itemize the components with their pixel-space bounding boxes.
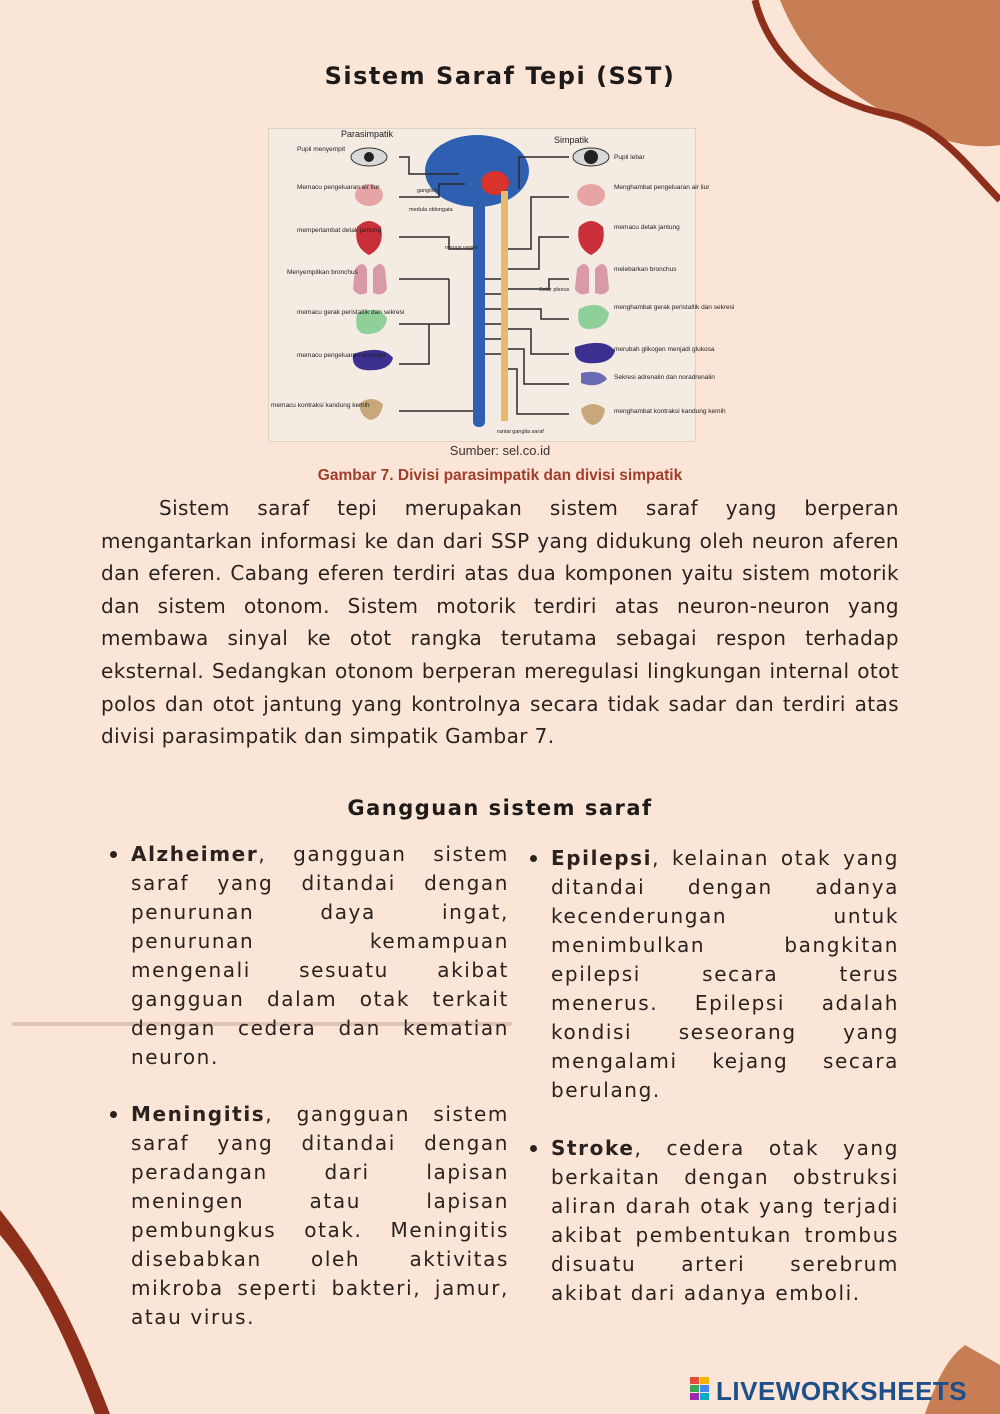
left-label: Menyempitkan bronchus [287, 269, 358, 276]
right-label: Sekresi adrenalin dan noradrenalin [614, 374, 715, 381]
left-label: memacu pengeluaran empedu [297, 352, 386, 359]
term-stroke: Stroke [551, 1136, 635, 1160]
liver-icon [575, 343, 615, 363]
adrenal-icon [581, 372, 607, 385]
bullet-dot [110, 1111, 117, 1118]
lungs-icon [575, 264, 609, 294]
spinal-cord [473, 199, 485, 427]
desc-alzheimer: , gangguan sistem saraf yang ditandai dengan penurunan daya ingat, penurunan kemampuan mengenali sesuatu akibat gangguan dalam otak terkait dengan cedera dan kematian neuron. [131, 842, 509, 1069]
term-meningitis: Meningitis [131, 1102, 266, 1126]
lungs-icon [353, 264, 387, 294]
parasimpatik-heading: Parasimpatik [341, 129, 394, 139]
term-alzheimer: Alzheimer [131, 842, 259, 866]
figure-caption: Gambar 7. Divisi parasimpatik dan divisi simpatik [317, 467, 683, 484]
desc-meningitis: , gangguan sistem saraf yang ditandai dengan peradangan dari lapisan meningen atau lapisan pembungkus otak. Meningitis disebabkan oleh aktivitas mikroba seperti bakteri, jamur, atau virus. [131, 1102, 509, 1329]
body-paragraph: Sistem saraf tepi merupakan sistem saraf yang berperan mengantarkan informasi ke dan dari SSP yang didukung oleh neuron aferen dan eferen. Cabang eferen terdiri atas dua komponen yaitu sistem motorik dan sistem otonom. Sistem motorik terdiri atas neuron-neuron yang membawa sinyal ke otot rangka terutama sebagai respon terhadap eksternal. Sedangkan otonom berperan meregulasi lingkungan internal otot polos dan otot jantung yang kontrolnya secara tidak sadar dan terdiri atas divisi parasimpatik dan simpatik Gambar 7. [101, 496, 899, 749]
right-label: Pupil lebar [614, 154, 645, 161]
desc-stroke: , cedera otak yang berkaitan dengan obstruksi aliran darah otak yang terjadi akibat pembentukan trombus disuatu arteri serebrum akibat dari adanya emboli. [551, 1136, 899, 1305]
brain-icon [425, 135, 529, 207]
bullet-dot [110, 851, 117, 858]
eye-icon [584, 150, 598, 164]
top-right-decoration [740, 0, 1000, 260]
left-label: memacu gerak peristaltik dan sekresi [297, 309, 405, 316]
bottom-left-decoration [0, 1210, 120, 1414]
center-label: medula oblongata [409, 207, 453, 213]
bullet-dot [530, 1145, 537, 1152]
right-label: menghambat gerak peristaltik dan sekresi [614, 304, 735, 311]
bullet-dot [530, 855, 537, 862]
right-label: melebarkan bronchus [614, 266, 677, 273]
stomach-icon [578, 305, 609, 329]
list-item-epilepsi [551, 844, 899, 1105]
center-label: ganglion [417, 188, 438, 194]
list-item-stroke [551, 1134, 899, 1308]
figure-source: Sumber: sel.co.id [449, 443, 551, 458]
diagram-svg [269, 129, 735, 441]
list-item-alzheimer [131, 840, 509, 1072]
heart-icon [578, 221, 604, 255]
nervous-system-diagram [268, 128, 735, 442]
right-label: Menghambat pengeluaran air liur [614, 184, 710, 191]
list-item-meningitis [131, 1100, 509, 1332]
left-label: Pupil menyempit [297, 146, 346, 153]
simpatik-heading: Simpatik [554, 135, 589, 145]
section-subtitle: Gangguan sistem saraf [347, 796, 653, 820]
desc-epilepsi: , kelainan otak yang ditandai dengan adanya kecenderungan untuk menimbulkan bangkitan epilepsi secara terus menerus. Epilepsi adalah kondisi seseorang yang mengalami kejang secara berulang. [551, 846, 899, 1102]
center-label: nervus vagus [445, 245, 478, 251]
center-label: rantai ganglia saraf [497, 429, 544, 435]
liveworksheets-logo-icon [690, 1377, 710, 1401]
bladder-icon [581, 404, 605, 425]
left-label: Memacu pengeluaran air liur [297, 184, 380, 191]
left-label: memacu kontraksi kandung kemih [271, 402, 370, 409]
right-label: merubah glikogen menjadi glukosa [614, 346, 715, 353]
term-epilepsi: Epilepsi [551, 846, 653, 870]
eye-icon [364, 152, 374, 162]
right-label: memacu detak jantung [614, 224, 680, 231]
center-label: Solar plexus [539, 287, 570, 293]
right-label: menghambat kontraksi kandung kemih [614, 408, 726, 415]
liveworksheets-brand[interactable]: LIVEWORKSHEETS [716, 1376, 968, 1406]
page-title: Sistem Saraf Tepi (SST) [324, 62, 676, 90]
salivary-gland-icon [577, 184, 605, 206]
left-label: memperlambat detak jantung [297, 227, 382, 234]
